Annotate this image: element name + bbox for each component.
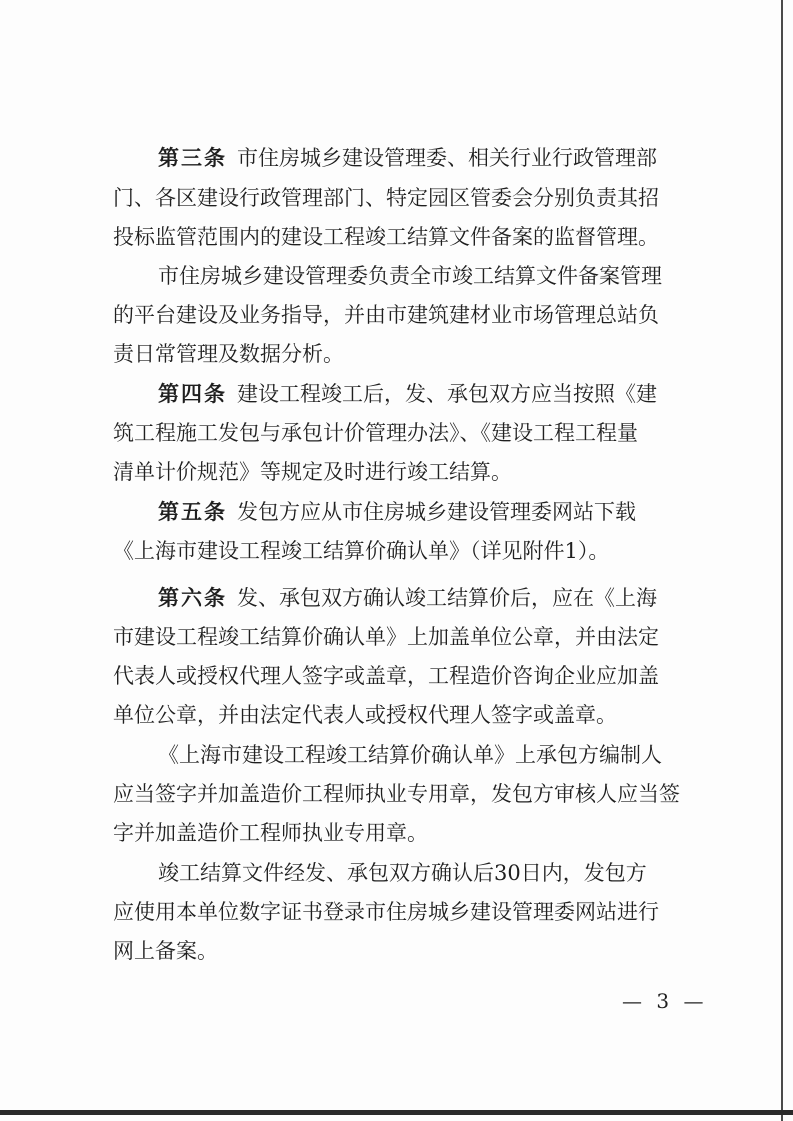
scan-edge-bottom	[0, 1110, 793, 1115]
article-3-para-2-line-3: 责日常管理及数据分析。	[113, 342, 344, 366]
article-5-line-2: 《上海市建设工程竣工结算价确认单》（详见附件1）。	[113, 539, 610, 563]
article-3-line-3: 投标监管范围内的建设工程竣工结算文件备案的监督管理。	[113, 225, 659, 249]
article-3-line-1	[158, 143, 693, 173]
article-3-line-2: 门、各区建设行政管理部门、特定园区管委会分别负责其招	[113, 186, 659, 210]
article-3-para-2-line-1: 市住房城乡建设管理委负责全市竣工结算文件备案管理	[158, 264, 662, 288]
article-3-para-2-line-2: 的平台建设及业务指导，并由市建筑建材业市场管理总站负	[113, 303, 659, 327]
article-4-line-2: 筑工程施工发包与承包计价管理办法》、《建设工程工程量	[113, 421, 638, 445]
article-4-line-3: 清单计价规范》等规定及时进行竣工结算。	[113, 460, 512, 484]
article-5-text: 发包方应从市住房城乡建设管理委网站下载	[237, 500, 636, 524]
article-3-heading: 第三条	[158, 146, 227, 170]
scan-edge-right	[781, 0, 783, 1121]
article-6-para-3-line-3: 网上备案。	[113, 939, 218, 963]
article-3-text: 市住房城乡建设管理委、相关行业行政管理部	[237, 146, 657, 170]
article-6-para-3-line-2: 应使用本单位数字证书登录市住房城乡建设管理委网站进行	[113, 900, 659, 924]
article-4-line-1	[158, 379, 693, 409]
article-6-para-2-line-3: 字并加盖造价工程师执业专用章。	[113, 821, 428, 845]
article-6-para-3-line-1: 竣工结算文件经发、承包双方确认后30日内，发包方	[158, 861, 647, 885]
article-6-line-1	[158, 583, 693, 613]
article-6-line-3: 代表人或授权代理人签字或盖章，工程造价咨询企业应加盖	[113, 664, 659, 688]
article-6-line-2: 市建设工程竣工结算价确认单》上加盖单位公章，并由法定	[113, 625, 659, 649]
article-6-line-4: 单位公章，并由法定代表人或授权代理人签字或盖章。	[113, 703, 617, 727]
article-5-line-1	[158, 497, 693, 527]
article-5-heading: 第五条	[158, 500, 227, 524]
page-number: — 3 —	[622, 989, 708, 1013]
article-4-text: 建设工程竣工后，发、承包双方应当按照《建	[237, 382, 657, 406]
article-4-heading: 第四条	[158, 382, 227, 406]
article-6-para-2-line-2: 应当签字并加盖造价工程师执业专用章，发包方审核人应当签	[113, 782, 680, 806]
article-6-para-2-line-1: 《上海市建设工程竣工结算价确认单》上承包方编制人	[158, 743, 662, 767]
article-6-text: 发、承包双方确认竣工结算价后，应在《上海	[237, 586, 657, 610]
article-6-heading: 第六条	[158, 586, 227, 610]
